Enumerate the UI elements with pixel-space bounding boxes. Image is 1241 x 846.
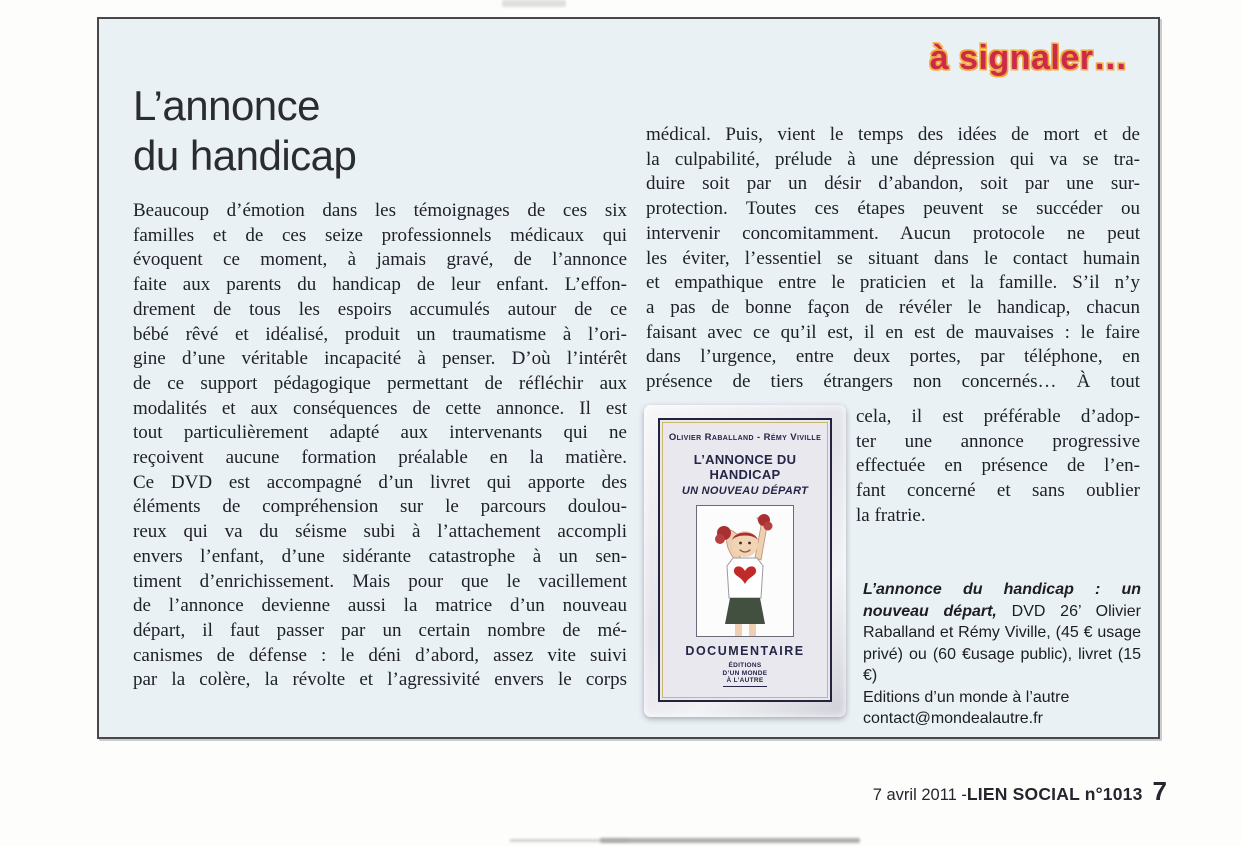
footer-date: 7 avril 2011 -: [872, 786, 967, 804]
text-line: la fratrie.: [856, 504, 926, 526]
dvd-genre: DOCUMENTAIRE: [685, 644, 805, 658]
text-line: évoquent ce moment, à jamais gravé, de l’annonce: [133, 249, 627, 271]
text-line: familles et de ces seize professionnels médicaux qui: [133, 224, 627, 246]
dvd-caption: [863, 579, 1141, 730]
article-column-left: [133, 199, 627, 693]
dvd-subtitle: UN NOUVEAU DÉPART: [681, 485, 809, 497]
text-line: éléments de compréhension sur le parcours doulou-: [133, 496, 627, 518]
text-line: par la colère, la révolte et l’agressivité envers le corps: [133, 669, 627, 691]
article-title: [133, 81, 356, 181]
text-line: intervenir concomitamment. Aucun protocole ne peut: [646, 222, 1140, 244]
dvd-case: [644, 405, 846, 717]
text-line: gine d’une véritable incapacité à penser. D’où l’intérêt: [133, 348, 627, 370]
scan-artifact-top: [502, 0, 566, 7]
text-line: ter une annonce progressive: [856, 430, 1140, 452]
dvd-caption-paragraph: [863, 579, 1141, 687]
text-line: faisant avec ce qu’il est, il en est de mauvaises : le faire: [646, 321, 1140, 343]
text-line: tout particulièrement adapté aux intervenants qui ne: [133, 422, 627, 444]
text-line: fant concerné et sans oublier: [856, 480, 1140, 502]
article-column-right-narrow: [856, 405, 1140, 529]
dvd-authors: Olivier Raballand - Rémy Viville: [668, 432, 822, 443]
text-line: reux qui va du séisme subi à l’attachement accompli: [133, 521, 627, 543]
article-title-line2: du handicap: [133, 132, 357, 179]
dvd-caption-email: contact@mondealautre.fr: [863, 710, 1043, 727]
dvd-cover-frame: [658, 418, 832, 702]
dvd-caption-title: L’annonce du handicap : un nouveau départ,: [863, 581, 1141, 620]
section-label: à signaler…: [929, 39, 1128, 77]
text-line: de ce support pédagogique permettant de réfléchir aux: [133, 372, 627, 394]
text-line: cela, il est préférable d’adop-: [856, 406, 1140, 427]
text-line: timent d’enrichissement. Mais pour que le vacillement: [133, 570, 627, 592]
text-line: drement de tous les espoirs accumulés autour de ce: [133, 298, 627, 320]
dvd-title: L’ANNONCE DU HANDICAP: [693, 452, 797, 482]
text-line: canismes de défense : le déni d’abord, assez vite suivi: [133, 644, 627, 666]
dvd-cover-illustration: [696, 505, 794, 637]
text-line: présence de tiers étrangers non concernés… À tout: [646, 371, 1140, 393]
text-line: la culpabilité, prélude à une dépression qui va se tra-: [646, 148, 1140, 170]
text-line: bébé rêvé et idéalisé, produit un traumatisme à l’ori-: [133, 323, 627, 345]
article-panel: [97, 17, 1160, 739]
article-title-line1: L’annonce: [133, 82, 321, 129]
text-line: médical. Puis, vient le temps des idées de mort et de: [646, 124, 1140, 145]
text-line: Beaucoup d’émotion dans les témoignages de ces six: [133, 200, 627, 221]
text-line: départ, il faut passer par un certain nombre de mé-: [133, 619, 627, 641]
page-footer: [873, 776, 1167, 807]
text-line: et empathique entre le praticien et la famille. S’il n’y: [646, 272, 1140, 294]
scan-artifact-bottom-2: [510, 839, 630, 842]
footer-magazine-issue: LIEN SOCIAL n°1013: [966, 784, 1143, 804]
dvd-caption-details: DVD 26’ Olivier Raballand et Rémy Viville, (45 € usage privé) ou (60 €usage public), livret (15 €): [863, 602, 1142, 684]
text-line: envers l’enfant, d’une sidérante catastrophe à un sen-: [133, 545, 627, 567]
text-line: dans l’urgence, entre deux portes, par téléphone, en: [646, 346, 1140, 368]
text-line: reçoivent aucune formation préalable en la matière.: [133, 447, 627, 469]
text-line: a pas de bonne façon de révéler le handicap, chacun: [646, 296, 1140, 318]
dvd-publisher-logo: ÉDITIONS D’UN MONDE À L’AUTRE: [723, 662, 768, 687]
text-line: duire soit par un désir d’abandon, soit par une sur-: [646, 173, 1140, 195]
text-line: effectuée en présence de l’en-: [856, 455, 1140, 477]
text-line: modalités et aux conséquences de cette annonce. Il est: [133, 397, 627, 419]
text-line: protection. Toutes ces étapes peuvent se succéder ou: [646, 198, 1140, 220]
dvd-cover: [644, 405, 846, 717]
text-line: Ce DVD est accompagné d’un livret qui apporte des: [133, 471, 627, 493]
dvd-caption-publisher: Editions d’un monde à l’autre: [863, 688, 1070, 706]
article-column-right-wide: [646, 123, 1140, 395]
footer-page-number: 7: [1152, 776, 1167, 806]
text-line: les éviter, l’essentiel se situant dans le contact humain: [646, 247, 1140, 269]
scan-artifact-bottom: [600, 838, 860, 843]
text-line: de l’annonce devienne aussi la matrice d’un nouveau: [133, 595, 627, 617]
text-line: faite aux parents du handicap de leur enfant. L’effon-: [133, 274, 627, 296]
